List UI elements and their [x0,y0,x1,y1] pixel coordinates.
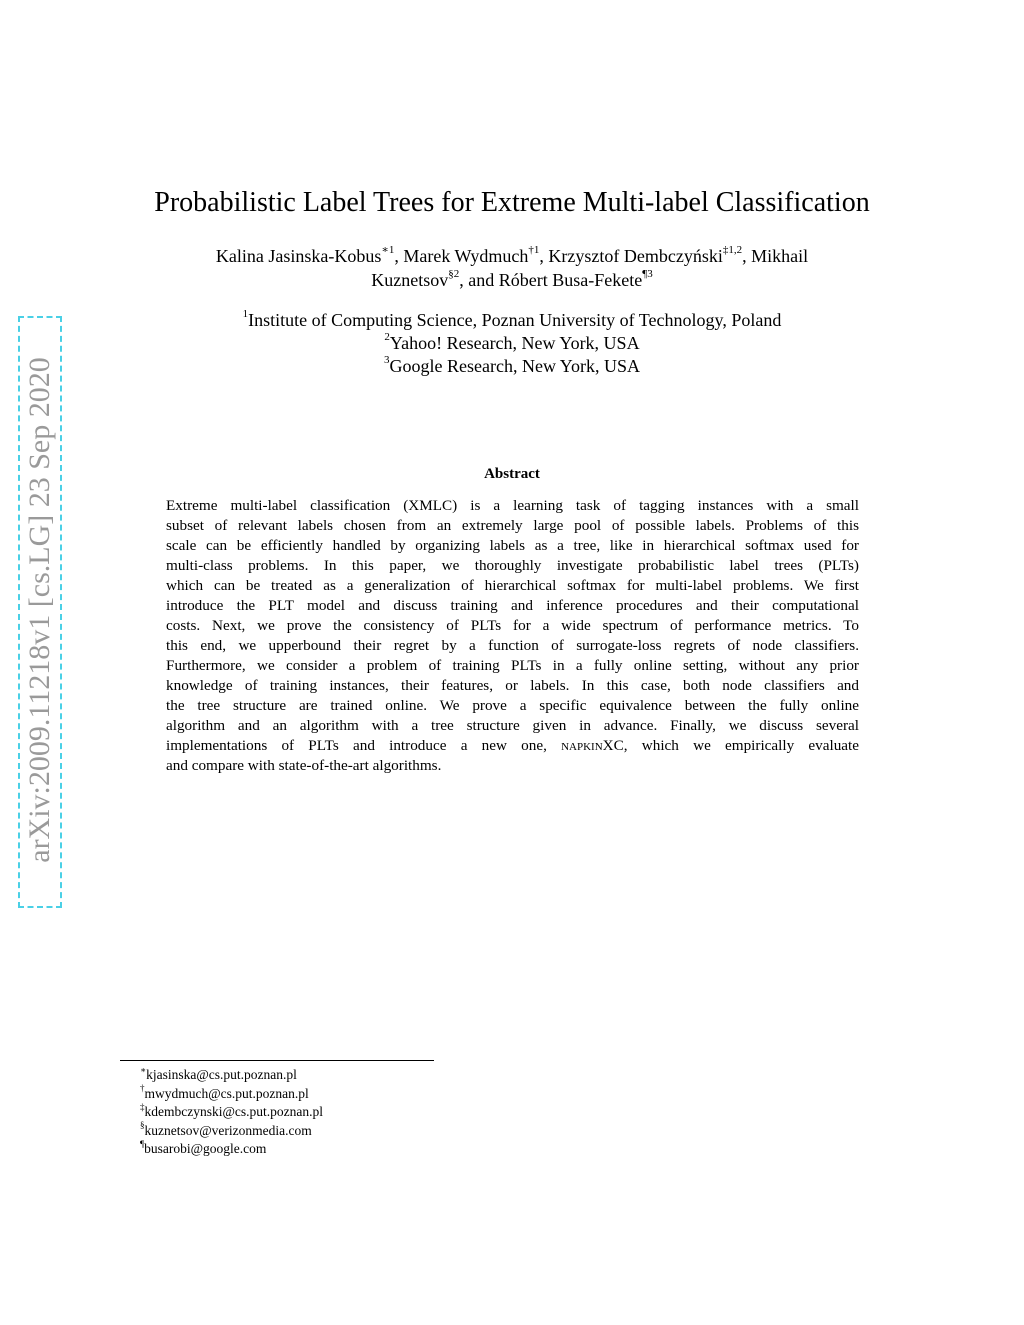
author-mark: ¶3 [642,268,653,280]
abstract-line: subset of relevant labels chosen from an extremely large pool of possible labels. Problems of this [166,517,859,534]
affiliation-text: Yahoo! Research, New York, USA [389,333,640,353]
footnote-rule [120,1060,434,1061]
abstract-line [166,736,859,756]
footnotes [140,1066,323,1159]
abstract-line: costs. Next, we prove the consistency of PLTs for a wide spectrum of performance metrics. To [166,617,859,634]
affiliation-mark: 2 [384,331,390,343]
footnote-mark: ‡ [140,1101,145,1112]
affiliation-mark: 1 [242,308,249,320]
author-row-1 [140,244,884,268]
paper-title: Probabilistic Label Trees for Extreme Multi-label Classification [154,187,870,218]
abstract-line: scale can be efficiently handled by organizing labels as a tree, like in hierarchical softmax used for [166,537,859,554]
abstract-line: the tree structure are trained online. We prove a specific equivalence between the fully online [166,697,859,714]
abstract-text-segment: XC, which we empirically evaluate [602,737,859,754]
footnote-4 [140,1122,323,1141]
author-mark: §2 [448,268,460,280]
abstract-line: Extreme multi-label classification (XMLC) is a learning task of tagging instances with a small [166,497,859,514]
footnote-email: mwydmuch@cs.put.poznan.pl [144,1085,309,1101]
affiliation-mark: 3 [384,354,390,366]
footnote-email: busarobi@google.com [144,1141,267,1156]
abstract-line: multi-class problems. In this paper, we thoroughly investigate probabilistic label trees (PLTs) [166,557,859,574]
author-name: Krzysztof Dembczyński [548,246,723,266]
affiliation-text: Google Research, New York, USA [389,356,640,376]
footnote-1 [140,1066,323,1085]
abstract-line: introduce the PLT model and discuss training and inference procedures and their computational [166,597,859,614]
author-separator: , [539,246,549,266]
affiliation-3 [0,355,1024,378]
abstract-line: this end, we upperbound their regret by a function of surrogate-loss regrets of node classifiers. [166,637,859,654]
footnote-mark: † [140,1083,145,1093]
author-name: Kalina Jasinska-Kobus [215,246,382,266]
footnote-email: kuznetsov@verizonmedia.com [144,1122,312,1138]
author-mark: ‡1,2 [722,244,743,256]
abstract-line: which can be treated as a generalization of hierarchical softmax for multi-label problems. We first [166,577,859,594]
footnote-3 [140,1103,323,1122]
author-list [140,244,884,292]
footnote-mark: ¶ [140,1138,145,1149]
footnote-5 [140,1140,323,1159]
abstract-body [166,496,859,776]
abstract-line: algorithm and an algorithm with a tree structure given in advance. Finally, we discuss several [166,717,859,734]
footnote-email: kdembczynski@cs.put.poznan.pl [144,1104,324,1119]
author-name: Marek Wydmuch [403,246,529,266]
author-separator: , Mikhail [742,246,809,266]
author-separator: , and [459,270,499,290]
author-mark: †1 [528,244,540,256]
author-separator: , [394,246,404,266]
affiliation-text: Institute of Computing Science, Poznan University of Technology, Poland [248,310,782,330]
author-name: Róbert Busa-Fekete [498,270,643,290]
author-row-2 [140,268,884,292]
footnote-2 [140,1085,323,1104]
arxiv-stamp-text: arXiv:2009.11218v1 [cs.LG] 23 Sep 2020 [23,357,56,863]
abstract-line: knowledge of training instances, their features, or labels. In this case, both node classifiers and [166,677,859,694]
abstract-line: and compare with state-of-the-art algorithms. [166,757,442,774]
abstract-line: Furthermore, we consider a problem of training PLTs in a fully online setting, without any prior [166,657,859,674]
footnote-email: kjasinska@cs.put.poznan.pl [146,1067,297,1082]
author-name: Kuznetsov [371,270,449,290]
affiliation-1 [0,309,1024,332]
napkinxc-name: napkin [561,737,603,754]
affiliation-2 [0,332,1024,355]
footnote-mark: ∗ [140,1064,147,1075]
abstract-text-segment: implementations of PLTs and introduce a new one, [166,737,562,754]
footnote-mark: § [140,1120,145,1130]
author-mark: ∗1 [381,244,395,256]
abstract-heading: Abstract [484,466,540,482]
affiliations [0,309,1024,378]
